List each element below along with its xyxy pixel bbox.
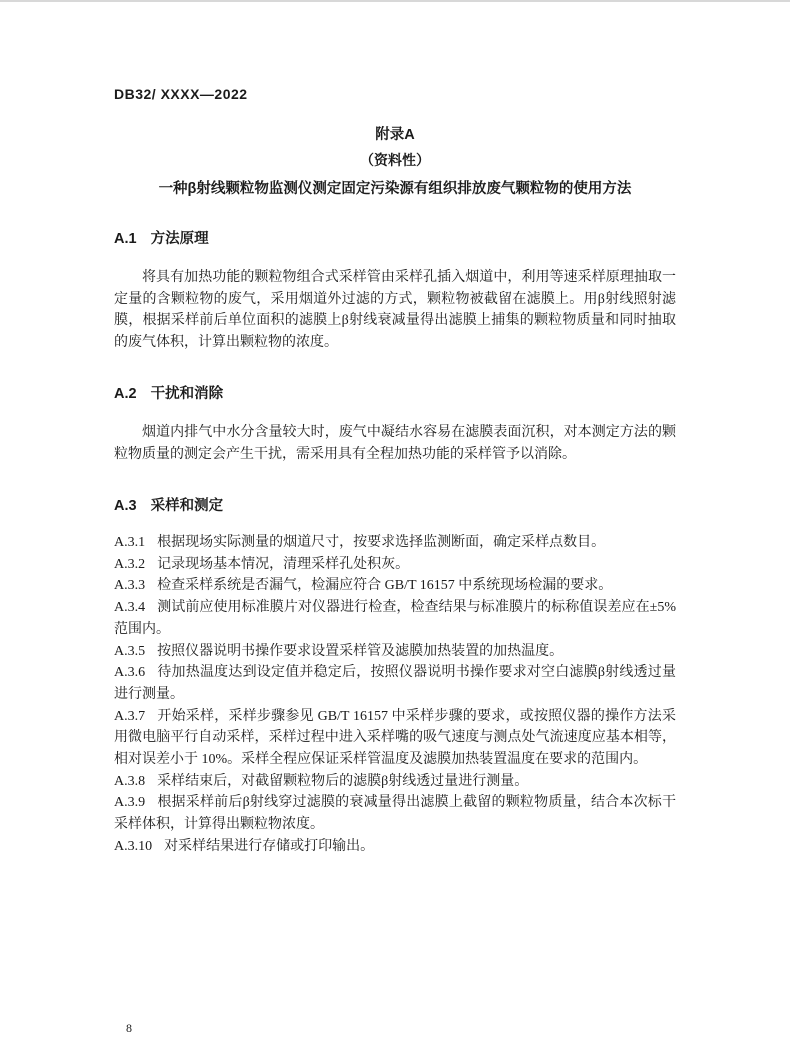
item-text: 待加热温度达到设定值并稳定后，按照仪器说明书操作要求对空白滤膜β射线透过量进行测量。 <box>114 665 676 702</box>
list-item <box>114 641 676 663</box>
item-number: A.3.5 <box>114 643 146 659</box>
list-item <box>114 597 676 640</box>
section-a1-number: A.1 <box>114 231 137 247</box>
running-header: DB32/ XXXX—2022 <box>114 86 248 102</box>
section-a3-title-text: 采样和测定 <box>150 498 224 514</box>
item-number: A.3.10 <box>114 838 153 854</box>
list-item <box>114 554 676 576</box>
item-number: A.3.4 <box>114 600 146 616</box>
section-a2-paragraph: 烟道内排气中水分含量较大时，废气中凝结水容易在滤膜表面沉积，对本测定方法的颗粒物质量的测定会产生干扰，需采用具有全程加热功能的采样管予以消除。 <box>114 425 676 462</box>
section-a3-title <box>114 494 676 515</box>
list-item <box>114 792 676 835</box>
item-number: A.3.9 <box>114 795 146 811</box>
section-a3-items <box>114 532 676 858</box>
section-a1-title-text: 方法原理 <box>150 231 209 247</box>
list-item <box>114 836 676 858</box>
section-a2-number: A.2 <box>114 386 137 402</box>
item-number: A.3.2 <box>114 556 146 572</box>
section-a1-title <box>114 227 676 248</box>
list-item <box>114 771 676 793</box>
section-a3-number: A.3 <box>114 498 137 514</box>
page-content <box>0 2 790 858</box>
section-a1 <box>114 227 676 353</box>
section-a1-paragraph: 将具有加热功能的颗粒物组合式采样管由采样孔插入烟道中，利用等速采样原理抽取一定量的含颗粒物的废气，采用烟道外过滤的方式，颗粒物被截留在滤膜上。用β射线照射滤膜，根据采样前后单位面积的滤膜上β射线衰减量得出滤膜上捕集的颗粒物质量和同时抽取的废气体积，计算出颗粒物的浓度。 <box>114 270 676 350</box>
item-text: 根据现场实际测量的烟道尺寸，按要求选择监测断面，确定采样点数目。 <box>157 535 606 550</box>
item-text: 开始采样，采样步骤参见 GB/T 16157 中采样步骤的要求，或按照仪器的操作方法采用微电脑平行自动采样，采样过程中进入采样嘴的吸气速度与测点处气流速度应基本相等，相对误差小于 10%。采样全程应保证采样管温度及滤膜加热装置温度在要求的范围内。 <box>114 708 676 768</box>
item-text: 检查采样系统是否漏气，检漏应符合 GB/T 16157 中系统现场检漏的要求。 <box>157 578 613 594</box>
page-number: 8 <box>126 1021 132 1035</box>
section-a2-title <box>114 382 676 403</box>
list-item <box>114 706 676 771</box>
item-number: A.3.6 <box>114 665 146 681</box>
list-item <box>114 662 676 705</box>
item-text: 记录现场基本情况，清理采样孔处积灰。 <box>157 556 410 572</box>
item-text: 测试前应使用标准膜片对仪器进行检查，检查结果与标准膜片的标称值误差应在±5%范围内。 <box>114 600 676 637</box>
item-number: A.3.3 <box>114 578 146 594</box>
section-a2 <box>114 382 676 465</box>
item-text: 按照仪器说明书操作要求设置采样管及滤膜加热装置的加热温度。 <box>157 643 564 659</box>
list-item <box>114 575 676 597</box>
item-text: 采样结束后，对截留颗粒物后的滤膜β射线透过量进行测量。 <box>157 773 529 789</box>
list-item <box>114 532 676 554</box>
appendix-heading: 一种β射线颗粒物监测仪测定固定污染源有组织排放废气颗粒物的使用方法 <box>158 181 632 197</box>
item-number: A.3.8 <box>114 773 146 789</box>
appendix-title: 附录A <box>375 127 415 143</box>
section-a3 <box>114 494 676 858</box>
item-text: 根据采样前后β射线穿过滤膜的衰减量得出滤膜上截留的颗粒物质量，结合本次标干采样体积，计算得出颗粒物浓度。 <box>114 795 676 833</box>
item-number: A.3.7 <box>114 708 146 724</box>
appendix-subtitle: （资料性） <box>360 152 430 168</box>
section-a2-title-text: 干扰和消除 <box>150 386 224 402</box>
item-text: 对采样结果进行存储或打印输出。 <box>164 838 375 854</box>
item-number: A.3.1 <box>114 535 146 550</box>
